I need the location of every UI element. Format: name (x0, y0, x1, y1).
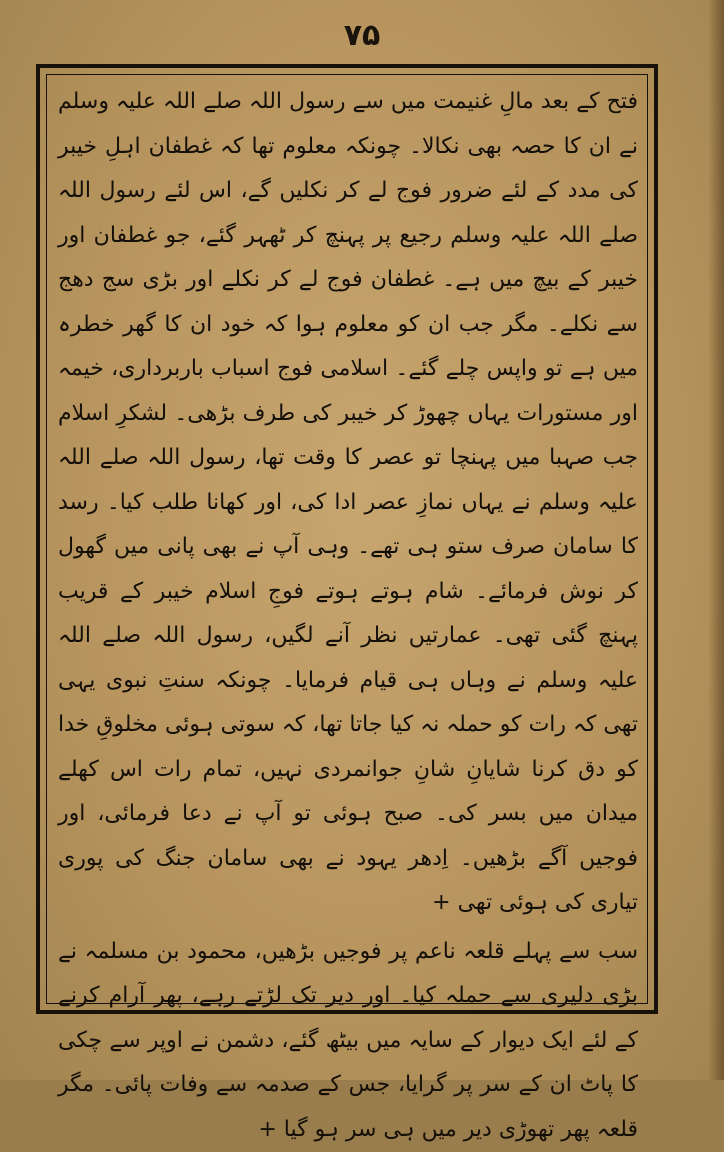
body-text (58, 80, 638, 1152)
paragraph-1: فتح کے بعد مالِ غنیمت میں سے رسول اللہ صلے اللہ علیہ وسلم نے ان کا حصہ بھی نکالا۔ چونکہ معلوم تھا کہ غطفان اہلِ خیبر کی مدد کے لئے ضرور فوج لے کر نکلیں گے، اس لئے رسول اللہ صلے اللہ علیہ وسلم رجیع پر پہنچ کر ٹھہر گئے، جو غطفان اور خیبر کے بیچ میں ہے۔ غطفان فوج لے کر نکلے اور بڑی سج دھج سے نکلے۔ مگر جب ان کو معلوم ہوا کہ خود ان کا گھر خطرہ میں ہے تو واپس چلے گئے۔ اسلامی فوج اسباب باربرداری، خیمہ اور مستورات یہاں چھوڑ کر خیبر کی طرف بڑھی۔ لشکرِ اسلام جب صہبا میں پہنچا تو عصر کا وقت تھا، رسول اللہ صلے اللہ علیہ وسلم نے یہاں نمازِ عصر ادا کی، اور کھانا طلب کیا۔ رسد کا سامان صرف ستو ہی تھے۔ وہی آپ نے بھی پانی میں گھول کر نوش فرمائے۔ شام ہوتے ہوتے فوجِ اسلام خیبر کے قریب پہنچ گئی تھی۔ عمارتیں نظر آنے لگیں، رسول اللہ صلے اللہ علیہ وسلم نے وہاں ہی قیام فرمایا۔ چونکہ سنتِ نبوی یہی تھی کہ رات کو حملہ نہ کیا جاتا تھا، کہ سوتی ہوئی مخلوقِ خدا کو دق کرنا شایانِ شانِ جوانمردی نہیں، تمام رات اس کھلے میدان میں بسر کی۔ صبح ہوئی تو آپ نے دعا فرمائی، اور فوجیں آگے بڑھیں۔ اِدھر یہود نے بھی سامان جنگ کی پوری تیاری کی ہوئی تھی + (58, 80, 638, 926)
page-spine-shadow (708, 0, 724, 1080)
page-number: ۷۵ (0, 18, 724, 53)
paragraph-2: سب سے پہلے قلعہ ناعم پر فوجیں بڑھیں، محمود بن مسلمہ نے بڑی دلیری سے حملہ کیا۔ اور دیر تک لڑتے رہے، پھر آرام کرنے کے لئے ایک دیوار کے سایہ میں بیٹھ گئے، دشمن نے اوپر سے چکی کا پاٹ ان کے سر پر گرایا، جس کے صدمہ سے وفات پائی۔ مگر قلعہ پھر تھوڑی دیر میں ہی سر ہو گیا + (58, 930, 638, 1152)
